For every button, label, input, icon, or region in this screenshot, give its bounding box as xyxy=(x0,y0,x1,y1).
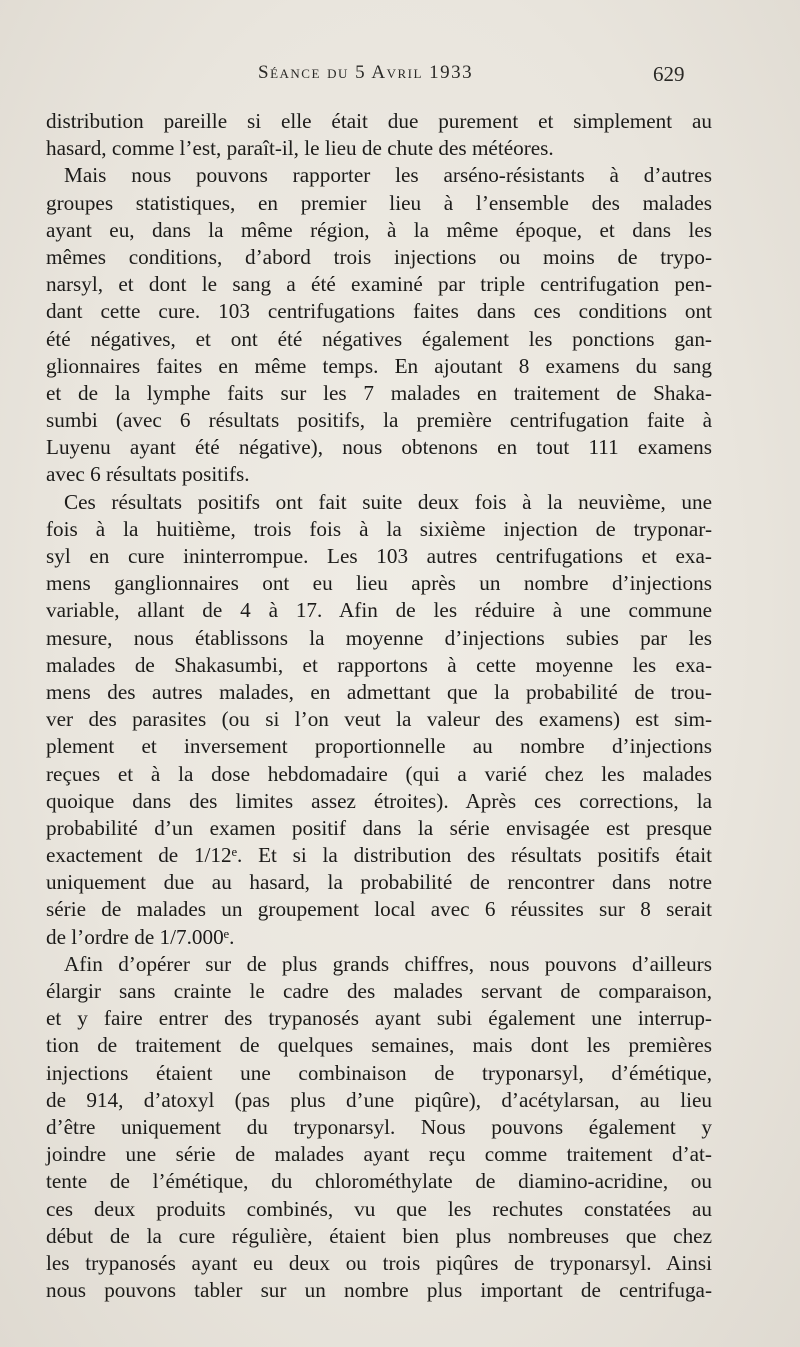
text-line: mesure, nous établissons la moyenne d’injections subies par les xyxy=(46,625,712,650)
text-line: ces deux produits combinés, vu que les rechutes constatées au xyxy=(46,1196,712,1221)
text-line: et de la lymphe faits sur les 7 malades en traitement de Shaka- xyxy=(46,380,712,405)
text-line: ver des parasites (ou si l’on veut la valeur des examens) est sim- xyxy=(46,707,712,732)
paragraph-3 xyxy=(46,489,712,951)
text-line: et y faire entrer des trypanosés ayant subi également une interrup- xyxy=(46,1006,712,1031)
text-line: Mais nous pouvons rapporter les arséno-résistants à d’autres xyxy=(64,163,712,188)
text-line: de l’ordre de 1/7.000ᵉ. xyxy=(46,924,235,949)
text-line: exactement de 1/12ᵉ. Et si la distribution des résultats positifs était xyxy=(46,843,712,868)
text-line: Ces résultats positifs ont fait suite deux fois à la neuvième, une xyxy=(64,489,712,514)
text-line: injections étaient une combinaison de tryponarsyl, d’émétique, xyxy=(46,1060,712,1085)
text-line: uniquement due au hasard, la probabilité de rencontrer dans notre xyxy=(46,870,712,895)
text-line: plement et inversement proportionnelle au nombre d’injections xyxy=(46,734,712,759)
text-line: narsyl, et dont le sang a été examiné par triple centrifugation pen- xyxy=(46,272,712,297)
text-line: d’être uniquement du tryponarsyl. Nous pouvons également y xyxy=(46,1114,712,1139)
body-text xyxy=(46,108,712,1304)
running-title: Séance du 5 Avril 1933 xyxy=(258,62,474,83)
text-line: malades de Shakasumbi, et rapportons à cette moyenne les exa- xyxy=(46,652,712,677)
text-line: hasard, comme l’est, paraît-il, le lieu de chute des météores. xyxy=(46,136,554,161)
text-line: série de malades un groupement local avec 6 réussites sur 8 serait xyxy=(46,897,712,922)
text-line: élargir sans crainte le cadre des malades servant de comparaison, xyxy=(46,979,712,1003)
text-line: variable, allant de 4 à 17. Afin de les réduire à une commune xyxy=(46,598,712,623)
text-line: sumbi (avec 6 résultats positifs, la première centrifugation faite à xyxy=(46,408,712,433)
text-line: nous pouvons tabler sur un nombre plus important de centrifuga- xyxy=(46,1278,712,1303)
text-line: été négatives, et ont été négatives également les ponctions gan- xyxy=(46,326,712,351)
text-line: tion de traitement de quelques semaines, mais dont les premières xyxy=(46,1033,712,1058)
text-line: distribution pareille si elle était due purement et simplement au xyxy=(46,109,712,133)
text-line: quoique dans des limites assez étroites). Après ces corrections, la xyxy=(46,788,712,813)
paragraph-2 xyxy=(46,162,712,488)
text-line: reçues et à la dose hebdomadaire (qui a varié chez les malades xyxy=(46,761,712,786)
text-line: ayant eu, dans la même région, à la même époque, et dans les xyxy=(46,217,712,242)
text-line: début de la cure régulière, étaient bien plus nombreuses que chez xyxy=(46,1223,712,1248)
text-line: les trypanosés ayant eu deux ou trois piqûres de tryponarsyl. Ainsi xyxy=(46,1250,712,1275)
running-head xyxy=(0,62,800,92)
text-line: Afin d’opérer sur de plus grands chiffres, nous pouvons d’ailleurs xyxy=(64,951,712,976)
text-line: fois à la huitième, trois fois à la sixième injection de tryponar- xyxy=(46,516,712,541)
text-line: avec 6 résultats positifs. xyxy=(46,462,250,487)
text-line: glionnaires faites en même temps. En ajoutant 8 examens du sang xyxy=(46,353,712,378)
text-line: mens ganglionnaires ont eu lieu après un nombre d’injections xyxy=(46,571,712,596)
paragraph-4 xyxy=(46,951,712,1304)
text-line: de 914, d’atoxyl (pas plus d’une piqûre), d’acétylarsan, au lieu xyxy=(46,1087,712,1112)
text-line: probabilité d’un examen positif dans la série envisagée est presque xyxy=(46,815,712,840)
text-line: joindre une série de malades ayant reçu comme traitement d’at- xyxy=(46,1142,712,1167)
text-line: syl en cure ininterrompue. Les 103 autres centrifugations et exa- xyxy=(46,544,712,568)
text-line: Luyenu ayant été négative), nous obtenons en tout 111 examens xyxy=(46,435,712,460)
page-number: 629 xyxy=(653,62,685,86)
text-line: groupes statistiques, en premier lieu à l’ensemble des malades xyxy=(46,190,712,215)
text-line: dant cette cure. 103 centrifugations faites dans ces conditions ont xyxy=(46,299,712,324)
text-line: tente de l’émétique, du chlorométhylate de diamino-acridine, ou xyxy=(46,1169,712,1194)
text-line: mêmes conditions, d’abord trois injections ou moins de trypo- xyxy=(46,244,712,269)
text-line: mens des autres malades, en admettant que la probabilité de trou- xyxy=(46,679,712,704)
paragraph-1 xyxy=(46,108,712,162)
